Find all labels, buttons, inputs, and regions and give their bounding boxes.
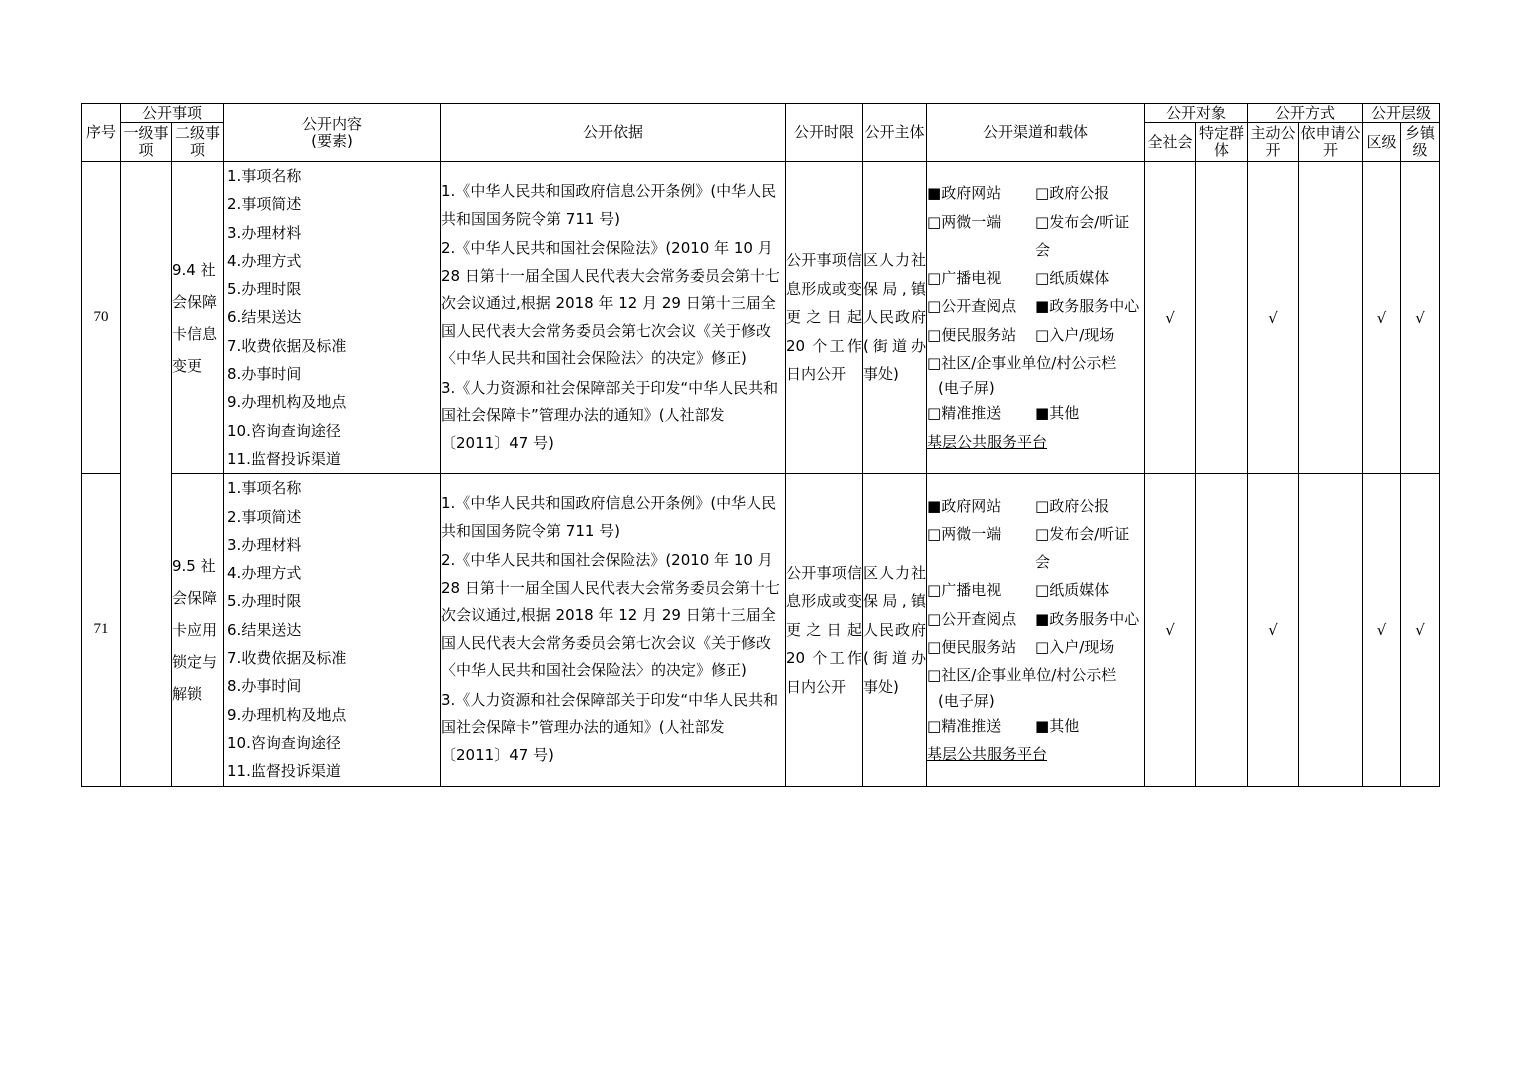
channel-option: □社区/企事业单位/村公示栏 bbox=[927, 354, 1117, 373]
channel-other-label: ■其他 bbox=[1035, 404, 1080, 423]
channel-option: □政府公报 bbox=[1035, 184, 1110, 203]
header-level-district: 区级 bbox=[1363, 123, 1401, 162]
row-basis bbox=[441, 474, 786, 786]
channel-option: □两微一端 bbox=[927, 524, 1002, 543]
row-mode-active: √ bbox=[1248, 162, 1299, 474]
header-content-line2: (要素) bbox=[311, 131, 353, 150]
channel-option: □社区/企事业单位/村公示栏 bbox=[927, 666, 1117, 685]
channel-other-label: ■其他 bbox=[1035, 716, 1080, 735]
channel-other-value: 基层公共服务平台 bbox=[927, 744, 1048, 763]
row-period: 公开事项信息形成或变更之日起 20 个工作日内公开 bbox=[786, 162, 863, 474]
header-mode-request: 依申请公开 bbox=[1299, 123, 1363, 162]
header-mode: 公开方式 bbox=[1248, 104, 1363, 123]
list-item: 11.监督投诉渠道 bbox=[227, 449, 341, 468]
channel-option: □公开查阅点 bbox=[927, 609, 1017, 628]
channel-option: □公开查阅点 bbox=[927, 297, 1017, 316]
table-row bbox=[82, 474, 1440, 786]
channel-option: □发布会/听证会 bbox=[1035, 524, 1130, 572]
channel-option: ■政府网站 bbox=[927, 496, 1002, 515]
disclosure-table bbox=[81, 103, 1440, 787]
list-item: 8.办事时间 bbox=[227, 365, 302, 384]
channel-other-value: 基层公共服务平台 bbox=[927, 432, 1048, 451]
list-item: 2.事项简述 bbox=[227, 195, 302, 214]
basis-item: 2.《中华人民共和国社会保险法》(2010 年 10 月 28 日第十一届全国人民代表大会常务委员会第十七次会议通过,根据 2018 年 12 月 29 日第十三届全国人民代表大会常务委员会第七次会议《关于修改〈中华人民共和国社会保险法〉的决定》修正) bbox=[441, 239, 780, 368]
channel-option: □入户/现场 bbox=[1035, 325, 1115, 344]
channel-option: □政府公报 bbox=[1035, 496, 1110, 515]
header-channel: 公开渠道和载体 bbox=[927, 104, 1145, 162]
channel-option-note: (电子屏) bbox=[938, 691, 995, 710]
channel-option: □广播电视 bbox=[927, 581, 1002, 600]
channel-option: ■政府网站 bbox=[927, 184, 1002, 203]
row-subject: 区人力社保局,镇人民政府(街道办事处) bbox=[863, 162, 927, 474]
row-audience-specific bbox=[1196, 162, 1248, 474]
row-level2: 9.5 社会保障卡应用锁定与解锁 bbox=[172, 474, 224, 786]
channel-option: □便民服务站 bbox=[927, 325, 1017, 344]
channel-option: ■政务服务中心 bbox=[1035, 297, 1140, 316]
row-audience-all: √ bbox=[1145, 474, 1196, 786]
header-basis: 公开依据 bbox=[441, 104, 786, 162]
header-mode-active: 主动公开 bbox=[1248, 123, 1299, 162]
row-level1 bbox=[121, 162, 172, 787]
table-row bbox=[82, 162, 1440, 474]
row-subject: 区人力社保局,镇人民政府(街道办事处) bbox=[863, 474, 927, 786]
header-level-town: 乡镇级 bbox=[1401, 123, 1440, 162]
header-audience-specific: 特定群体 bbox=[1196, 123, 1248, 162]
header-matter: 公开事项 bbox=[121, 104, 224, 123]
list-item: 11.监督投诉渠道 bbox=[227, 762, 341, 781]
row-channels bbox=[927, 162, 1145, 474]
header-level: 公开层级 bbox=[1363, 104, 1440, 123]
row-mode-request bbox=[1299, 162, 1363, 474]
list-item: 4.办理方式 bbox=[227, 564, 302, 583]
list-item: 3.办理材料 bbox=[227, 535, 302, 554]
basis-item: 1.《中华人民共和国政府信息公开条例》(中华人民共和国国务院令第 711 号) bbox=[441, 182, 777, 228]
row-basis bbox=[441, 162, 786, 474]
list-item: 3.办理材料 bbox=[227, 223, 302, 242]
basis-item: 3.《人力资源和社会保障部关于印发“中华人民共和国社会保障卡”管理办法的通知》(人社部发〔2011〕47 号) bbox=[441, 690, 779, 764]
row-audience-all: √ bbox=[1145, 162, 1196, 474]
header-seq: 序号 bbox=[82, 104, 121, 162]
channel-option: □入户/现场 bbox=[1035, 638, 1115, 657]
row-level-town: √ bbox=[1401, 162, 1440, 474]
header-audience: 公开对象 bbox=[1145, 104, 1248, 123]
header-subject: 公开主体 bbox=[863, 104, 927, 162]
row-mode-request bbox=[1299, 474, 1363, 786]
header-level1: 一级事项 bbox=[121, 123, 172, 162]
channel-option: □广播电视 bbox=[927, 269, 1002, 288]
basis-item: 3.《人力资源和社会保障部关于印发“中华人民共和国社会保障卡”管理办法的通知》(人社部发〔2011〕47 号) bbox=[441, 378, 779, 452]
row-level-district: √ bbox=[1363, 474, 1401, 786]
channel-option: □纸质媒体 bbox=[1035, 581, 1110, 600]
channel-option: ■政务服务中心 bbox=[1035, 609, 1140, 628]
row-period: 公开事项信息形成或变更之日起 20 个工作日内公开 bbox=[786, 474, 863, 786]
list-item: 6.结果送达 bbox=[227, 308, 302, 327]
channel-option: □精准推送 bbox=[927, 716, 1002, 735]
row-audience-specific bbox=[1196, 474, 1248, 786]
channel-option: □精准推送 bbox=[927, 404, 1002, 423]
header-content-line1: 公开内容 bbox=[302, 114, 363, 133]
list-item: 10.咨询查询途径 bbox=[227, 421, 341, 440]
row-level-district: √ bbox=[1363, 162, 1401, 474]
row-seq: 71 bbox=[82, 474, 121, 786]
row-level2: 9.4 社会保障卡信息变更 bbox=[172, 162, 224, 474]
channel-option: □两微一端 bbox=[927, 212, 1002, 231]
row-seq: 70 bbox=[82, 162, 121, 474]
row-mode-active: √ bbox=[1248, 474, 1299, 786]
list-item: 10.咨询查询途径 bbox=[227, 733, 341, 752]
list-item: 5.办理时限 bbox=[227, 280, 302, 299]
channel-option bbox=[1035, 712, 1079, 740]
channel-option-note: (电子屏) bbox=[938, 379, 995, 398]
header-audience-all: 全社会 bbox=[1145, 123, 1196, 162]
list-item: 7.收费依据及标准 bbox=[227, 649, 347, 668]
channel-option: □纸质媒体 bbox=[1035, 269, 1110, 288]
header-period: 公开时限 bbox=[786, 104, 863, 162]
list-item: 4.办理方式 bbox=[227, 251, 302, 270]
list-item: 7.收费依据及标准 bbox=[227, 336, 347, 355]
header-content bbox=[224, 104, 441, 162]
header-level2: 二级事项 bbox=[172, 123, 224, 162]
list-item: 8.办事时间 bbox=[227, 677, 302, 696]
list-item: 9.办理机构及地点 bbox=[227, 393, 347, 412]
list-item: 9.办理机构及地点 bbox=[227, 705, 347, 724]
list-item: 1.事项名称 bbox=[227, 479, 302, 498]
channel-option: □便民服务站 bbox=[927, 638, 1017, 657]
row-level-town: √ bbox=[1401, 474, 1440, 786]
channel-option: □发布会/听证会 bbox=[1035, 212, 1130, 259]
list-item: 1.事项名称 bbox=[227, 167, 302, 185]
row-items bbox=[224, 162, 441, 474]
basis-item: 1.《中华人民共和国政府信息公开条例》(中华人民共和国国务院令第 711 号) bbox=[441, 494, 777, 540]
channel-option bbox=[1035, 399, 1079, 427]
row-channels bbox=[927, 474, 1145, 786]
row-items bbox=[224, 474, 441, 786]
list-item: 2.事项简述 bbox=[227, 507, 302, 526]
list-item: 6.结果送达 bbox=[227, 620, 302, 639]
basis-item: 2.《中华人民共和国社会保险法》(2010 年 10 月 28 日第十一届全国人民代表大会常务委员会第十七次会议通过,根据 2018 年 12 月 29 日第十三届全国人民代表大会常务委员会第七次会议《关于修改〈中华人民共和国社会保险法〉的决定》修正) bbox=[441, 551, 780, 680]
list-item: 5.办理时限 bbox=[227, 592, 302, 611]
